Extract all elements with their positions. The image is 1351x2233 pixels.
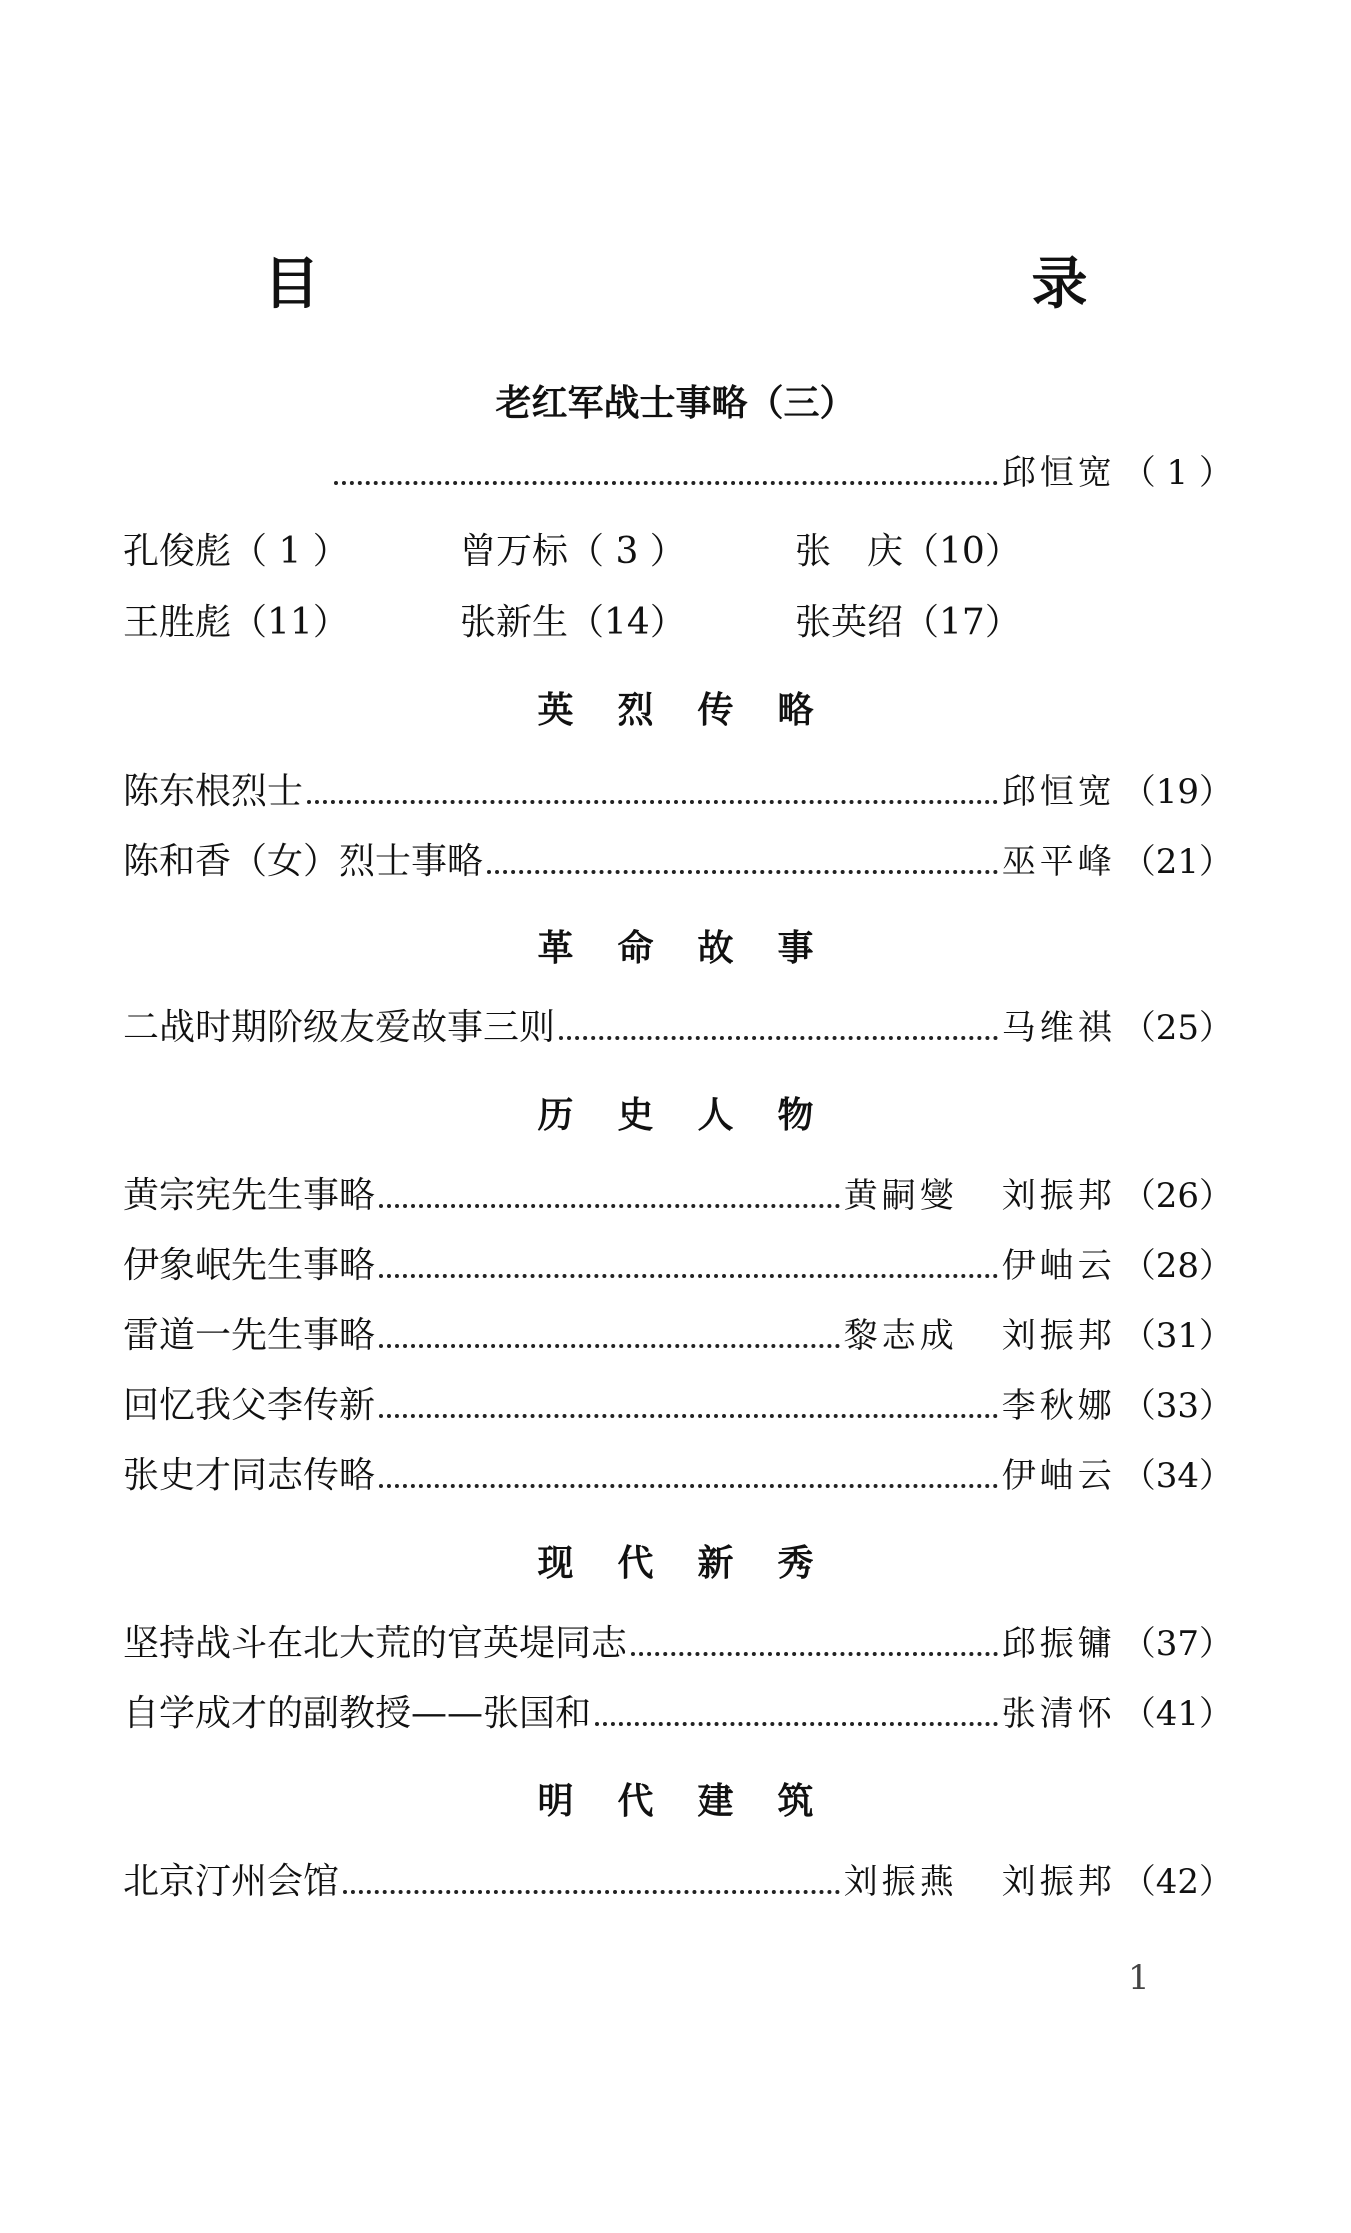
entry-author: 邱振镛 bbox=[1001, 1624, 1116, 1664]
entry-author-second: 刘振邦 bbox=[1001, 1316, 1116, 1356]
grid-item-page: （17） bbox=[903, 602, 1021, 643]
entry-title: 黄宗宪先生事略 bbox=[123, 1175, 376, 1216]
entry-author: 黎志成 bbox=[843, 1316, 958, 1356]
grid-item-name: 曾万标 bbox=[460, 531, 569, 572]
entry-page: （31） bbox=[1121, 1316, 1233, 1356]
toc-entry[interactable] bbox=[123, 1856, 1233, 1908]
entry-author-second: 刘振邦 bbox=[1001, 1176, 1116, 1216]
dot-leader bbox=[334, 481, 998, 485]
entry-title: 陈东根烈士 bbox=[123, 771, 304, 812]
grid-item-page: （10） bbox=[903, 531, 1021, 572]
dot-leader bbox=[343, 1890, 840, 1894]
entry-page: （25） bbox=[1121, 1008, 1233, 1048]
entry-page: （26） bbox=[1121, 1176, 1233, 1216]
toc-entry[interactable] bbox=[123, 1618, 1233, 1670]
entry-page: （28） bbox=[1121, 1246, 1233, 1286]
dot-leader bbox=[379, 1204, 840, 1208]
page-folio: 1 bbox=[1128, 1958, 1150, 1998]
dot-leader bbox=[631, 1652, 998, 1656]
dot-leader bbox=[379, 1484, 998, 1488]
grid-item-page: （ 1 ） bbox=[231, 531, 349, 572]
section-heading-revolution-stories: 革命故事 bbox=[537, 928, 858, 969]
section-heading-historical-figures: 历史人物 bbox=[537, 1095, 858, 1136]
entry-title: 北京汀州会馆 bbox=[123, 1861, 340, 1902]
entry-page: （41） bbox=[1121, 1694, 1233, 1734]
entry-page: （34） bbox=[1121, 1456, 1233, 1496]
section-heading-martyrs: 英烈传略 bbox=[537, 690, 858, 731]
grid-item-name: 张 庆 bbox=[795, 531, 904, 572]
page-title: 目 录 bbox=[263, 252, 1288, 317]
grid-item-page: （14） bbox=[568, 602, 686, 643]
toc-entry[interactable] bbox=[123, 1002, 1233, 1054]
grid-item-name: 张英绍 bbox=[795, 602, 904, 643]
toc-entry[interactable] bbox=[123, 766, 1233, 818]
section-heading-ming-architecture: 明代建筑 bbox=[537, 1781, 858, 1822]
entry-author: 张清怀 bbox=[1001, 1694, 1116, 1734]
grid-item-page: （11） bbox=[231, 602, 349, 643]
entry-author: 伊岫云 bbox=[1001, 1246, 1116, 1286]
section-heading-modern-talents: 现代新秀 bbox=[537, 1543, 858, 1584]
toc-entry-red-army-lead[interactable] bbox=[330, 447, 1233, 499]
dot-leader bbox=[307, 800, 998, 804]
entry-title: 雷道一先生事略 bbox=[123, 1315, 376, 1356]
entry-title: 坚持战斗在北大荒的官英堤同志 bbox=[123, 1623, 628, 1664]
toc-grid-item[interactable] bbox=[123, 597, 349, 649]
entry-page: （ 1 ） bbox=[1121, 453, 1233, 493]
dot-leader bbox=[487, 870, 998, 874]
entry-title: 伊象岷先生事略 bbox=[123, 1245, 376, 1286]
toc-grid-item[interactable] bbox=[795, 597, 1021, 649]
dot-leader bbox=[595, 1722, 998, 1726]
toc-entry[interactable] bbox=[123, 1310, 1233, 1362]
grid-item-page: （ 3 ） bbox=[568, 531, 686, 572]
entry-page: （19） bbox=[1121, 772, 1233, 812]
entry-title: 自学成才的副教授——张国和 bbox=[123, 1693, 592, 1734]
entry-title: 张史才同志传略 bbox=[123, 1455, 376, 1496]
toc-grid-item[interactable] bbox=[123, 526, 349, 578]
toc-entry[interactable] bbox=[123, 1450, 1233, 1502]
dot-leader bbox=[379, 1414, 998, 1418]
entry-page: （42） bbox=[1121, 1862, 1233, 1902]
toc-entry[interactable] bbox=[123, 1380, 1233, 1432]
toc-entry[interactable] bbox=[123, 1688, 1233, 1740]
entry-page: （33） bbox=[1121, 1386, 1233, 1426]
grid-item-name: 王胜彪 bbox=[123, 602, 232, 643]
entry-author: 马维祺 bbox=[1001, 1008, 1116, 1048]
entry-author: 刘振燕 bbox=[843, 1862, 958, 1902]
dot-leader bbox=[379, 1274, 998, 1278]
toc-entry[interactable] bbox=[123, 836, 1233, 888]
grid-item-name: 张新生 bbox=[460, 602, 569, 643]
toc-grid-item[interactable] bbox=[460, 597, 686, 649]
entry-title: 回忆我父李传新 bbox=[123, 1385, 376, 1426]
grid-item-name: 孔俊彪 bbox=[123, 531, 232, 572]
section-heading-red-army: 老红军战士事略（三） bbox=[495, 383, 856, 424]
entry-author: 伊岫云 bbox=[1001, 1456, 1116, 1496]
entry-author: 巫平峰 bbox=[1001, 842, 1116, 882]
toc-grid-item[interactable] bbox=[460, 526, 686, 578]
entry-author-second: 刘振邦 bbox=[1001, 1862, 1116, 1902]
dot-leader bbox=[559, 1036, 998, 1040]
toc-entry[interactable] bbox=[123, 1170, 1233, 1222]
entry-author: 邱恒宽 bbox=[1001, 772, 1116, 812]
entry-title: 二战时期阶级友爱故事三则 bbox=[123, 1007, 556, 1048]
entry-author: 黄嗣燮 bbox=[843, 1176, 958, 1216]
toc-grid-item[interactable] bbox=[795, 526, 1021, 578]
entry-author: 邱恒宽 bbox=[1001, 453, 1116, 493]
toc-entry[interactable] bbox=[123, 1240, 1233, 1292]
entry-title: 陈和香（女）烈士事略 bbox=[123, 841, 484, 882]
entry-page: （21） bbox=[1121, 842, 1233, 882]
entry-page: （37） bbox=[1121, 1624, 1233, 1664]
entry-author: 李秋娜 bbox=[1001, 1386, 1116, 1426]
dot-leader bbox=[379, 1344, 840, 1348]
